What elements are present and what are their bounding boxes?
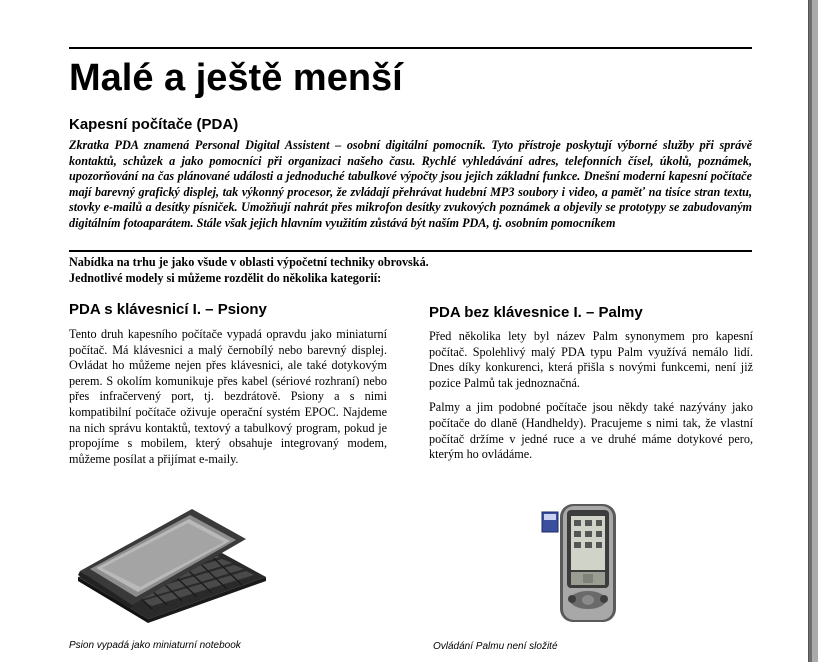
left-image-caption: Psion vypadá jako miniaturní notebook — [69, 640, 241, 651]
right-column-heading: PDA bez klávesnice I. – Palmy — [429, 304, 643, 321]
left-column-heading: PDA s klávesnicí I. – Psiony — [69, 301, 267, 318]
left-column-paragraph: Tento druh kapesního počítače vypadá opravdu jako miniaturní počítač. Má klávesnici a malý černobílý nebo barevný displej. Ovládat ho můžeme nejen přes klávesnici, ale také dotykovým perem. S okolím komunikuje přes kabel (sériové rozhraní) nebo přes infračervený port, tj. bezdrátově. Psiony a s nimi kompatibilní počítače oživuje operační systém EPOC. Najdeme na nich správu kontaktů, textový a tabulkový program, pokud je propojíme s mobilem, který obsahuje integrovaný modem, můžeme posílat a přijímat e-maily. — [69, 327, 387, 466]
page-title: Malé a ještě menší — [69, 57, 403, 99]
top-rule — [69, 47, 752, 49]
left-column-text — [69, 327, 387, 476]
middle-rule — [69, 250, 752, 252]
section-heading: Kapesní počítače (PDA) — [69, 116, 239, 133]
palm-handheld-photo — [540, 502, 622, 626]
right-column-paragraph-1: Před několika lety byl název Palm synonymem pro kapesní počítač. Spolehlivý malý PDA typu Palm využívá nemálo lidí. Dnes díky konkurenci, která přišla s novými funkcemi, není již pozice Palmů tak jednoznačná. — [429, 329, 753, 390]
offer-line-2: Jednotlivé modely si můžeme rozdělit do několika kategorií: — [69, 270, 382, 285]
right-column-text — [429, 329, 753, 472]
offer-line-1: Nabídka na trhu je jako všude v oblasti výpočetní techniky obrovská. — [69, 255, 429, 269]
psion-notebook-photo — [72, 505, 272, 623]
offer-text — [69, 255, 752, 286]
right-image-caption: Ovládání Palmu není složité — [433, 641, 558, 652]
intro-paragraph: Zkratka PDA znamená Personal Digital Assistent – osobní digitální pomocník. Tyto přístroje poskytují výborné služby při správě kontaktů, schůzek a jako pomocníci při organizaci našeho času. Rychlé vyhledávání adres, telefonních čísel, úkolů, poznámek, upozorňování na čas plánované události a jednoduché tabulkové výpočty jsou jejich základní funkce. Dnešní moderní kapesní počítače mají barevný grafický displej, tak výkonný procesor, že zvládají přehrávat hudební MP3 soubory i video, a paměť na tisíce stran textu, stovky e-mailů a desítky písniček. Umožňují nahrát přes mikrofon desítky zvukových poznámek a objevily se prototypy se zabudovaným digitálním fotoaparátem. Stále však jejich hlavním využitím zůstává být naším PDA, tj. osobním pomocníkem — [69, 138, 752, 230]
right-column-paragraph-2: Palmy a jim podobné počítače jsou někdy také nazývány jako počítače do dlaně (Handheldy). Pracujeme s nimi tak, že vlastní počítač držíme v jedné ruce a ve druhé máme dotykové pero, kterým ho ovládáme. — [429, 400, 753, 462]
